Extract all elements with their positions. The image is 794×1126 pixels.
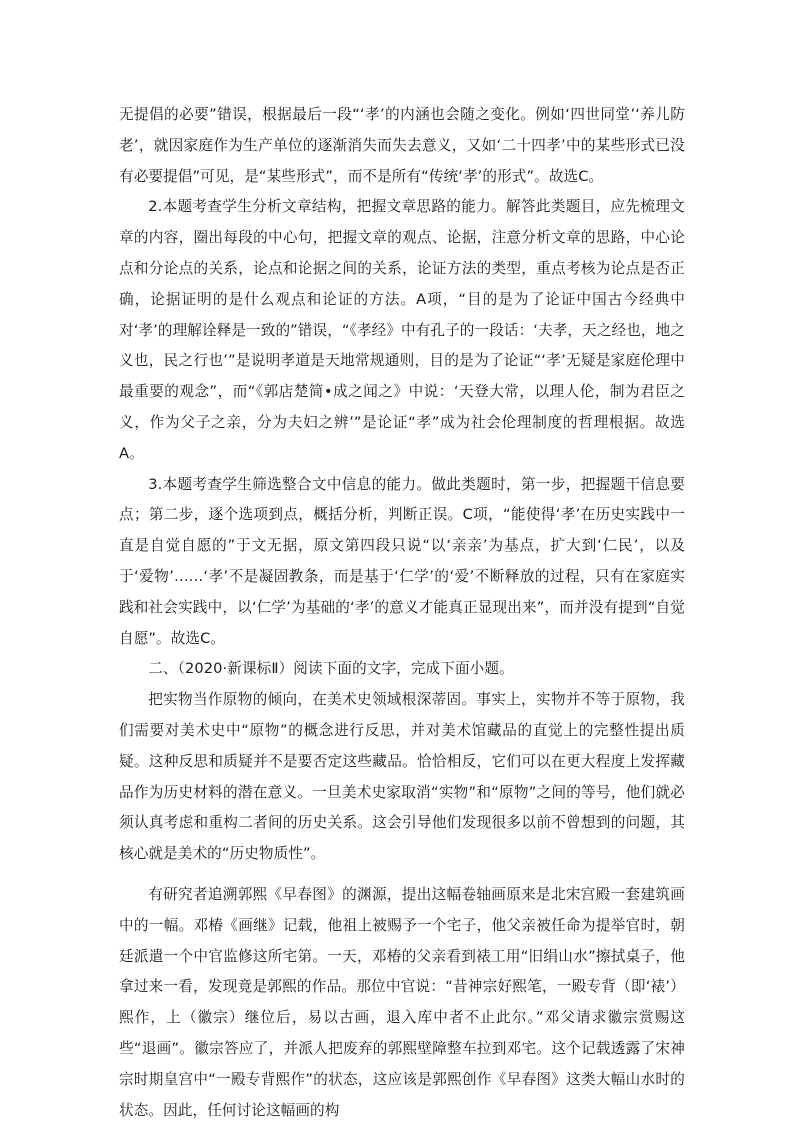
- passage-paragraph-2: 有研究者追溯郭熙《早春图》的渊源，提出这幅卷轴画原来是北宋宫殿一套建筑画中的一幅。邓椿《画继》记载，他祖上被赐予一个宅子，他父亲被任命为提举官时，朝廷派遣一个中官监修这所宅第。一天，邓椿的父亲看到裱工用“旧绢山水”擦拭桌子，他拿过来一看，发现竟是郭熙的作品。那位中官说：“昔神宗好熙笔，一殿专背（即‘裱’）熙作，上（徽宗）继位后，易以古画，退入库中者不止此尔。”邓父请求徽宗赏赐这些“退画”。徽宗答应了，并派人把废弃的郭熙壁障整车拉到邓宅。这个记载透露了宋神宗时期皇宫中“一殿专背熙作”的状态，这应该是郭熙创作《早春图》这类大幅山水时的状态。因此，任何讨论这幅画的构: [119, 885, 685, 1119]
- paragraph-answer-2: 2.本题考查学生分析文章结构，把握文章思路的能力。解答此类题目，应先梳理文章的内容，圈出每段的中心句，把握文章的观点、论据，注意分析文章的思路，中心论点和分论点的关系，论点和论据之间的关系，论证方法的类型，重点考核为论点是否正确，论据证明的是什么观点和论证的方法。A项，“目的是为了论证中国古今经典中对‘孝’的理解诠释是一致的”错误，“《孝经》中有孔子的一段话：‘夫孝，天之经也，地之义也，民之行也’”是说明孝道是天地常规通则，目的是为了论证“‘孝’无疑是家庭伦理中最重要的观念”，而“《郭店楚简•成之闻之》中说：‘天登大常，以理人伦，制为君臣之义，作为父子之亲，分为夫妇之辨’”是论证“孝”成为社会伦理制度的哲理根据。故选A。: [119, 198, 685, 462]
- paragraph-answer-1-continuation: 无提倡的必要”错误，根据最后一段“‘孝’的内涵也会随之变化。例如‘四世同堂’‘养儿防老’，就因家庭作为生产单位的逐渐消失而失去意义，又如‘二十四孝’中的某些形式已没有必要提倡”可见，是“某些形式”，而不是所有“传统‘孝’的形式”。故选C。: [119, 106, 685, 185]
- paragraph-answer-3: 3.本题考查学生筛选整合文中信息的能力。做此类题时，第一步，把握题干信息要点；第二步，逐个选项到点，概括分析，判断正误。C项，“能使得‘孝’在历史实践中一直是自觉自愿的”于文无据，原文第四段只说“以‘亲亲’为基点，扩大到‘仁民’，以及于‘爱物’……‘孝’不是凝固教条，而是基于‘仁学’的‘爱’不断释放的过程，只有在家庭实践和社会实践中，以‘仁学’为基础的‘孝’的意义才能真正显现出来”，而并没有提到“自觉自愿”。故选C。: [119, 475, 685, 647]
- section-heading-2020-xinkebiao: 二、（2020·新课标Ⅱ）阅读下面的文字，完成下面小题。: [148, 660, 514, 678]
- document-body: [119, 100, 685, 1126]
- passage-paragraph-1: 把实物当作原物的倾向，在美术史领域根深蒂固。事实上，实物并不等于原物，我们需要对美术史中“原物”的概念进行反思，并对美术馆藏品的直觉上的完整性提出质疑。这种反思和质疑并不是要否定这些藏品。恰恰相反，它们可以在更大程度上发挥藏品作为历史材料的潜在意义。一旦美术史家取消“实物”和“原物”之间的等号，他们就必须认真考虑和重构二者间的历史关系。这会引导他们发现很多以前不曾想到的问题，其核心就是美术的“历史物质性”。: [119, 691, 685, 863]
